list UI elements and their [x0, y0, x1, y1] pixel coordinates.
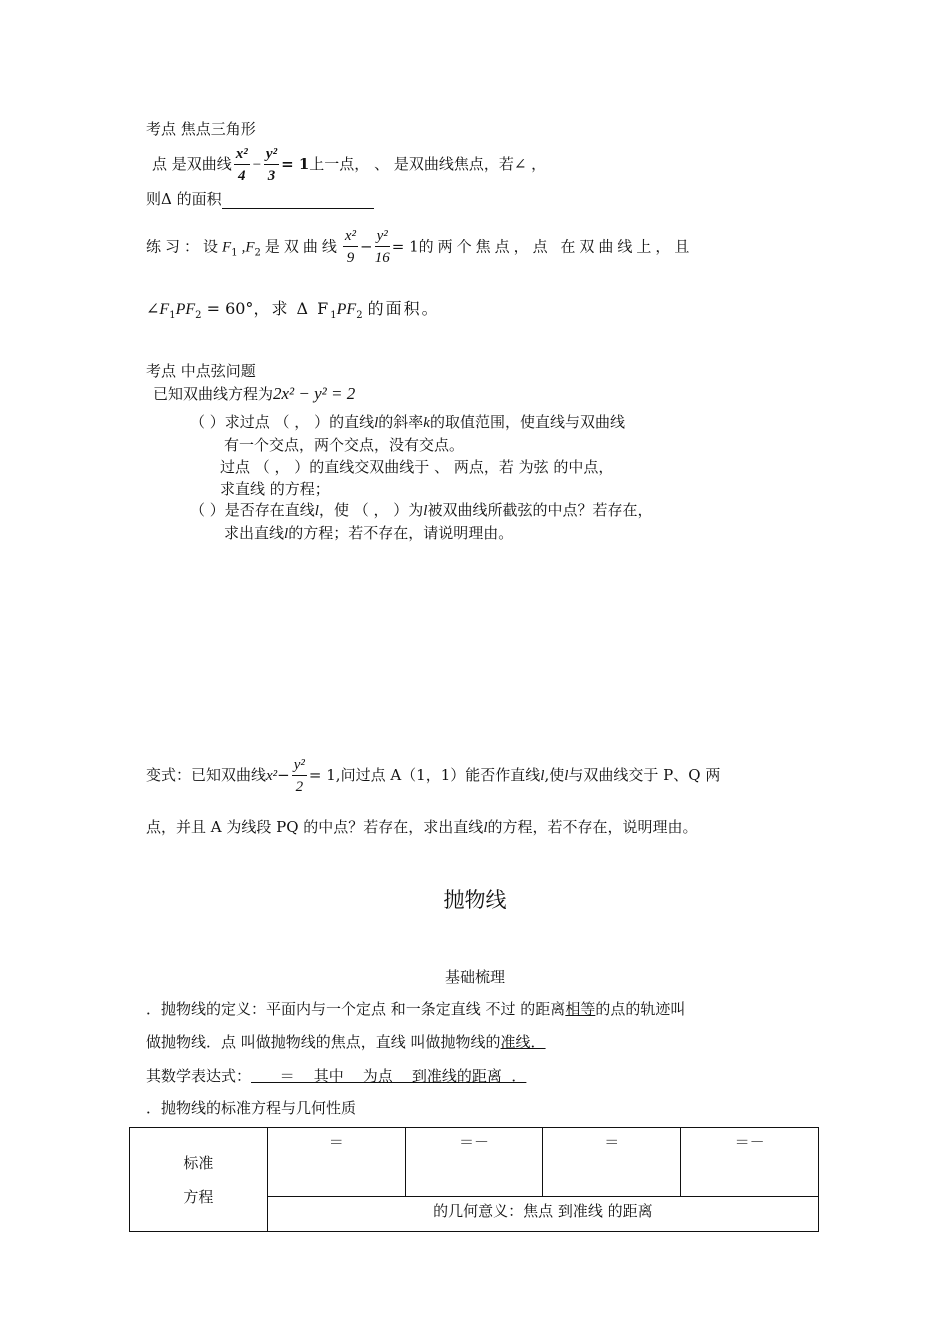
section-heading-focal-triangle: 考点 焦点三角形	[146, 120, 256, 138]
parabola-definition-line-2: 做抛物线．点 叫做抛物线的焦点，直线 叫做抛物线的准线．	[146, 1033, 546, 1051]
problem-1-text-post: 上一点， 、 是双曲线焦点，若∠ ，	[309, 155, 547, 173]
section-heading-midpoint-chord: 考点 中点弦问题	[146, 362, 256, 380]
problem-1-line-2: 则Δ 的面积	[146, 188, 374, 209]
fraction-x2-over-4: $\frac{\text{x²}}{4}$	[235, 145, 248, 184]
table-cell-geometric-meaning: 的几何意义：焦点 到准线 的距离	[267, 1197, 818, 1232]
question-3-line-1: （ ）是否存在直线l，使 （ ， ）为l被双曲线所截弦的中点？若存在，	[190, 501, 653, 519]
variant-line-2: 点，并且 A 为线段 PQ 的中点？若存在，求出直线l的方程，若不存在，说明理由。	[146, 818, 698, 836]
exercise-line-2: $\angle F_1PF_2 = 60^\circ$，求 Δ $F_1PF_2$ 的面积。	[146, 299, 440, 322]
question-2-line-2: 求直线 的方程；	[220, 480, 330, 498]
table-cell-eq-1: ＝	[267, 1128, 405, 1197]
fraction-y2-over-2: $\frac{\text{y²}}{2}$	[293, 756, 305, 795]
table-cell-eq-4: ＝－	[681, 1128, 819, 1197]
parabola-expression: 其数学表达式： ＝ 其中 为点 到准线的距离 ．	[146, 1067, 527, 1085]
fraction-y2-over-16: $\frac{\text{y²}}{16}$	[374, 228, 390, 266]
answer-blank	[222, 191, 374, 209]
table-cell-eq-2: ＝－	[405, 1128, 543, 1197]
midpoint-intro: 已知双曲线方程为2x² − y² = 2	[153, 384, 356, 403]
table-cell-eq-3: ＝	[543, 1128, 681, 1197]
parabola-standard-heading: ．抛物线的标准方程与几何性质	[146, 1099, 357, 1117]
question-3-line-2: 求出直线l的方程；若不存在，请说明理由。	[224, 524, 514, 542]
parabola-title: 抛物线	[443, 888, 507, 912]
fraction-y2-over-3: $\frac{\text{y²}}{3}$	[265, 145, 278, 184]
question-1-line-1: （ ）求过点 （ ， ）的直线l的斜率k的取值范围，使直线与双曲线	[190, 413, 625, 431]
exercise-line-1: 练习：设$F_1,F_2$是双曲线 $\frac{\text{x²}}{9}$ − $\frac{\text{y²}}{16}$ = 1的两个焦点，点 在双曲线上，且	[146, 226, 693, 274]
table-row	[130, 1128, 819, 1197]
question-2-line-1: 过点 （ ， ）的直线交双曲线于 、 两点，若 为弦 的中点，	[220, 458, 614, 476]
variant-line-1: 变式：已知双曲线x²− $\frac{\text{y²}}{2}$ = 1,问过点 A（1，1）能否作直线l,使l与双曲线交于 P、Q 两	[146, 754, 720, 798]
row-label-standard-equation: 标准 方程	[130, 1128, 268, 1232]
parabola-properties-table	[129, 1127, 819, 1232]
problem-1-text-pre: 点 是双曲线	[152, 155, 232, 173]
fraction-x2-over-9: $\frac{\text{x²}}{9}$	[344, 228, 357, 266]
parabola-definition-line-1: ．抛物线的定义：平面内与一个定点 和一条定直线 不过 的距离相等的点的轨迹叫	[146, 1000, 686, 1018]
question-1-line-2: 有一个交点，两个交点，没有交点。	[224, 436, 465, 454]
parabola-subtitle: 基础梳理	[444, 968, 505, 986]
problem-1-line-1: 点 是双曲线 $\frac{\text{x²}}{4}$ − $\frac{\text{y²}}{3}$ = 1上一点， 、 是双曲线焦点，若∠ ，	[152, 143, 546, 187]
